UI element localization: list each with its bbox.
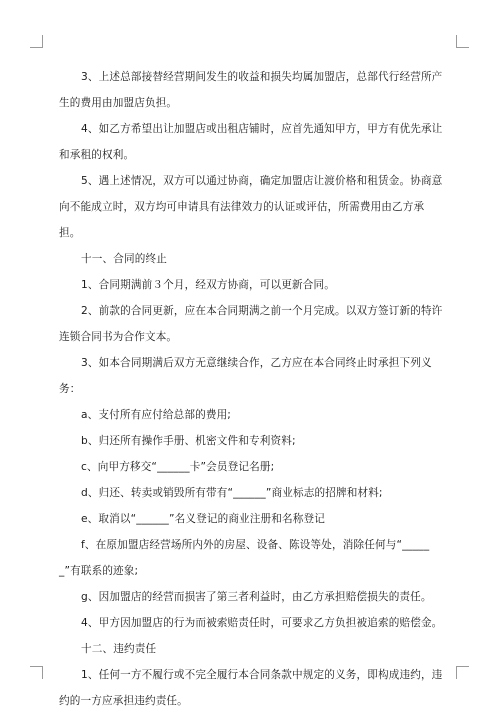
termination-clause-3: 3、如本合同期满后双方无意继续合作，乙方应在本合同终止时承担下列义务： [59, 357, 432, 395]
obligation-item-g: g、因加盟店的经营而损害了第三者利益时，由乙方承担赔偿损失的责任。 [81, 591, 432, 603]
document-body [59, 64, 443, 714]
obligation-item-d: d、归还、转卖或销毁所有带有“______”商业标志的招牌和材料; [81, 487, 383, 499]
crop-mark-bottom-right [456, 666, 469, 679]
termination-clause-2: 2、前款的合同更新，应在本合同期满之前一个月完成。以双方签订新的特许连锁合同书为合作文本。 [59, 305, 443, 343]
section-heading-liability: 十二、违约责任 [81, 643, 157, 655]
crop-mark-top-right [456, 35, 469, 48]
crop-mark-bottom-left [30, 666, 43, 679]
clause-5-negotiation: 5、遇上述情况，双方可以通过协商，确定加盟店让渡价格和租赁金。协商意向不能成立时，双方均可申请具有法律效力的认证或评估，所需费用由乙方承担。 [59, 175, 443, 239]
section-heading-termination: 十一、合同的终止 [81, 253, 167, 265]
clause-3-takeover-costs: 3、上述总部接替经营期间发生的收益和损失均属加盟店，总部代行经营所产生的费用由加盟店负担。 [59, 71, 443, 109]
obligation-item-c: c、向甲方移交“______卡”会员登记名册; [81, 461, 275, 473]
obligation-item-f: f、在原加盟店经营场所内外的房屋、设备、陈设等处，消除任何与“______”有联系的迹象; [59, 539, 430, 577]
termination-clause-4: 4、甲方因加盟店的行为而被索赔责任时，可要求乙方负担被追索的赔偿金。 [81, 617, 443, 629]
crop-mark-top-left [30, 35, 43, 48]
termination-clause-1: 1、合同期满前３个月，经双方协商，可以更新合同。 [81, 279, 335, 291]
liability-clause-1: 1、任何一方不履行或不完全履行本合同条款中规定的义务，即构成违约，违约的一方应承担违约责任。 [59, 669, 443, 707]
obligation-item-e: e、取消以“______”名义登记的商业注册和名称登记 [81, 513, 326, 525]
clause-4-transfer-priority: 4、如乙方希望出让加盟店或出租店铺时，应首先通知甲方，甲方有优先承让和承租的权利。 [59, 123, 443, 161]
obligation-item-b: b、归还所有操作手册、机密文件和专利资料; [81, 435, 296, 447]
obligation-item-a: a、支付所有应付给总部的费用; [81, 409, 232, 421]
